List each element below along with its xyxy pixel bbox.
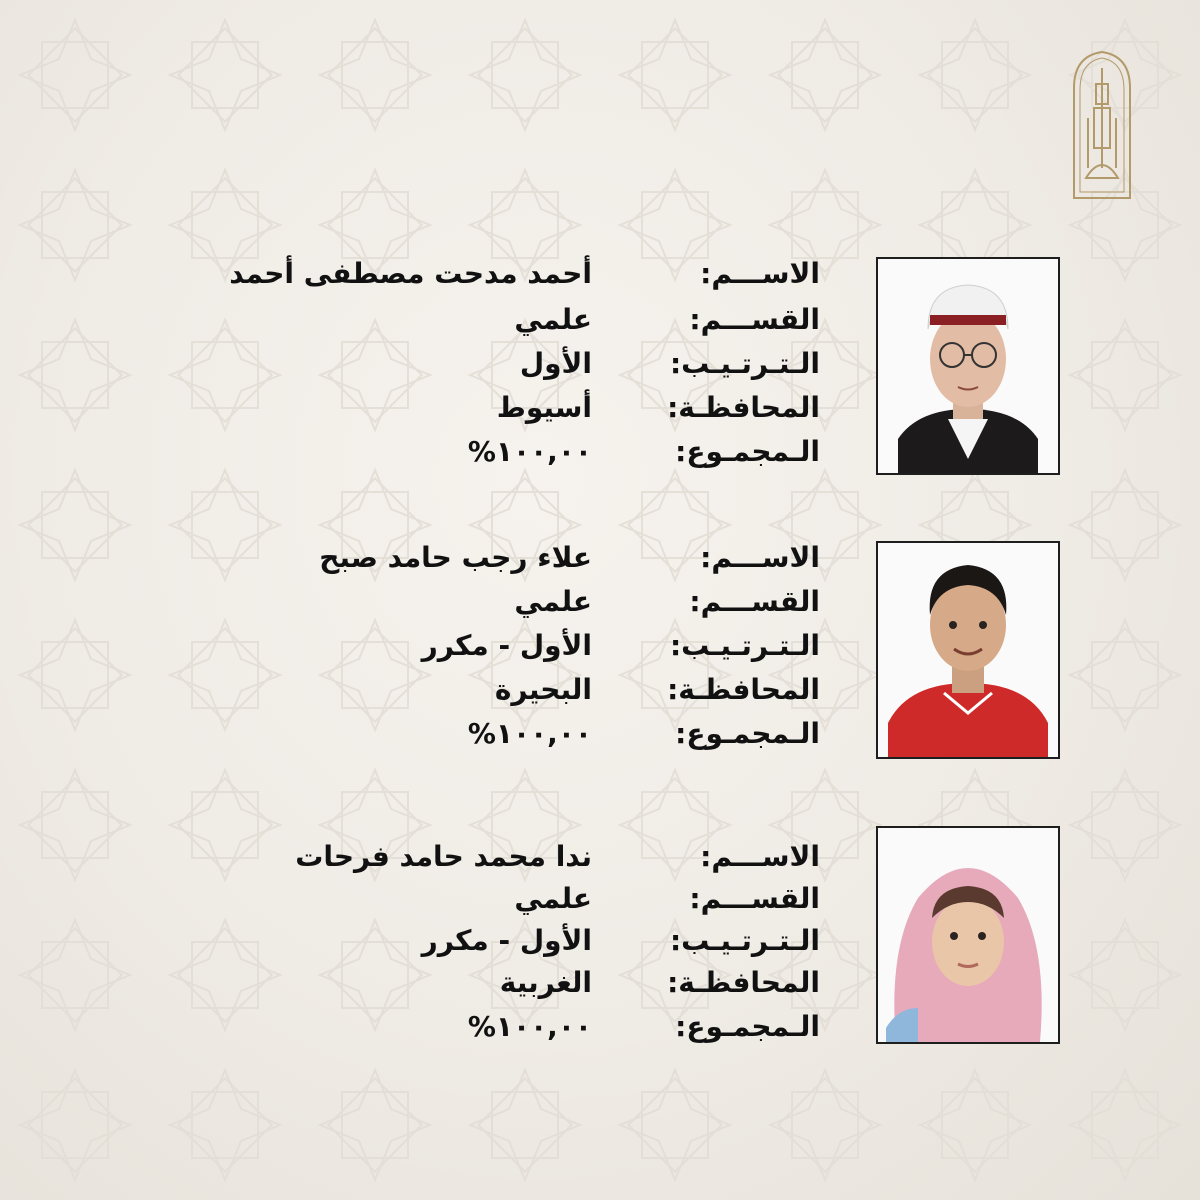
field-section: [180, 585, 820, 629]
student-card: [170, 826, 1070, 1046]
field-section: [180, 303, 820, 347]
field-rank: [180, 924, 820, 968]
name-label: الاســـم:: [700, 541, 820, 574]
student-card: [170, 541, 1070, 761]
field-governorate: [180, 391, 820, 435]
student-photo: [876, 541, 1060, 759]
field-rank: [180, 347, 820, 391]
field-governorate: [180, 966, 820, 1010]
al-azhar-logo-icon: [1066, 48, 1138, 208]
name-value: ندا محمد حامد فرحات: [295, 840, 592, 873]
governorate-label: المحافظـة:: [667, 966, 820, 999]
governorate-value: البحيرة: [494, 673, 592, 706]
section-value: علمي: [514, 303, 592, 336]
field-total: [180, 435, 820, 479]
total-label: الـمجمـوع:: [675, 1010, 820, 1043]
field-rank: [180, 629, 820, 673]
section-value: علمي: [514, 882, 592, 915]
name-value: أحمد مدحت مصطفى أحمد: [229, 257, 592, 290]
section-label: القســـم:: [689, 303, 820, 336]
student-photo-image: [878, 828, 1058, 1042]
governorate-label: المحافظـة:: [667, 391, 820, 424]
total-label: الـمجمـوع:: [675, 717, 820, 750]
field-governorate: [180, 673, 820, 717]
name-label: الاســـم:: [700, 257, 820, 290]
field-name: [180, 257, 820, 301]
total-value: ١٠٠,٠٠%: [467, 717, 592, 750]
governorate-value: أسيوط: [496, 391, 592, 424]
section-value: علمي: [514, 585, 592, 618]
section-label: القســـم:: [689, 882, 820, 915]
rank-label: الـتـرتـيـب:: [669, 924, 820, 957]
total-label: الـمجمـوع:: [675, 435, 820, 468]
rank-label: الـتـرتـيـب:: [669, 347, 820, 380]
field-name: [180, 840, 820, 884]
field-total: [180, 717, 820, 761]
field-section: [180, 882, 820, 926]
student-photo: [876, 826, 1060, 1044]
name-value: علاء رجب حامد صبح: [319, 541, 592, 574]
rank-value: الأول - مكرر: [421, 924, 592, 957]
rank-label: الـتـرتـيـب:: [669, 629, 820, 662]
student-photo: [876, 257, 1060, 475]
field-total: [180, 1010, 820, 1054]
governorate-label: المحافظـة:: [667, 673, 820, 706]
section-label: القســـم:: [689, 585, 820, 618]
rank-value: الأول: [519, 347, 592, 380]
total-value: ١٠٠,٠٠%: [467, 1010, 592, 1043]
rank-value: الأول - مكرر: [421, 629, 592, 662]
student-photo-image: [878, 543, 1058, 757]
governorate-value: الغربية: [499, 966, 592, 999]
total-value: ١٠٠,٠٠%: [467, 435, 592, 468]
name-label: الاســـم:: [700, 840, 820, 873]
student-photo-image: [878, 259, 1058, 473]
student-card: [170, 257, 1070, 477]
field-name: [180, 541, 820, 585]
